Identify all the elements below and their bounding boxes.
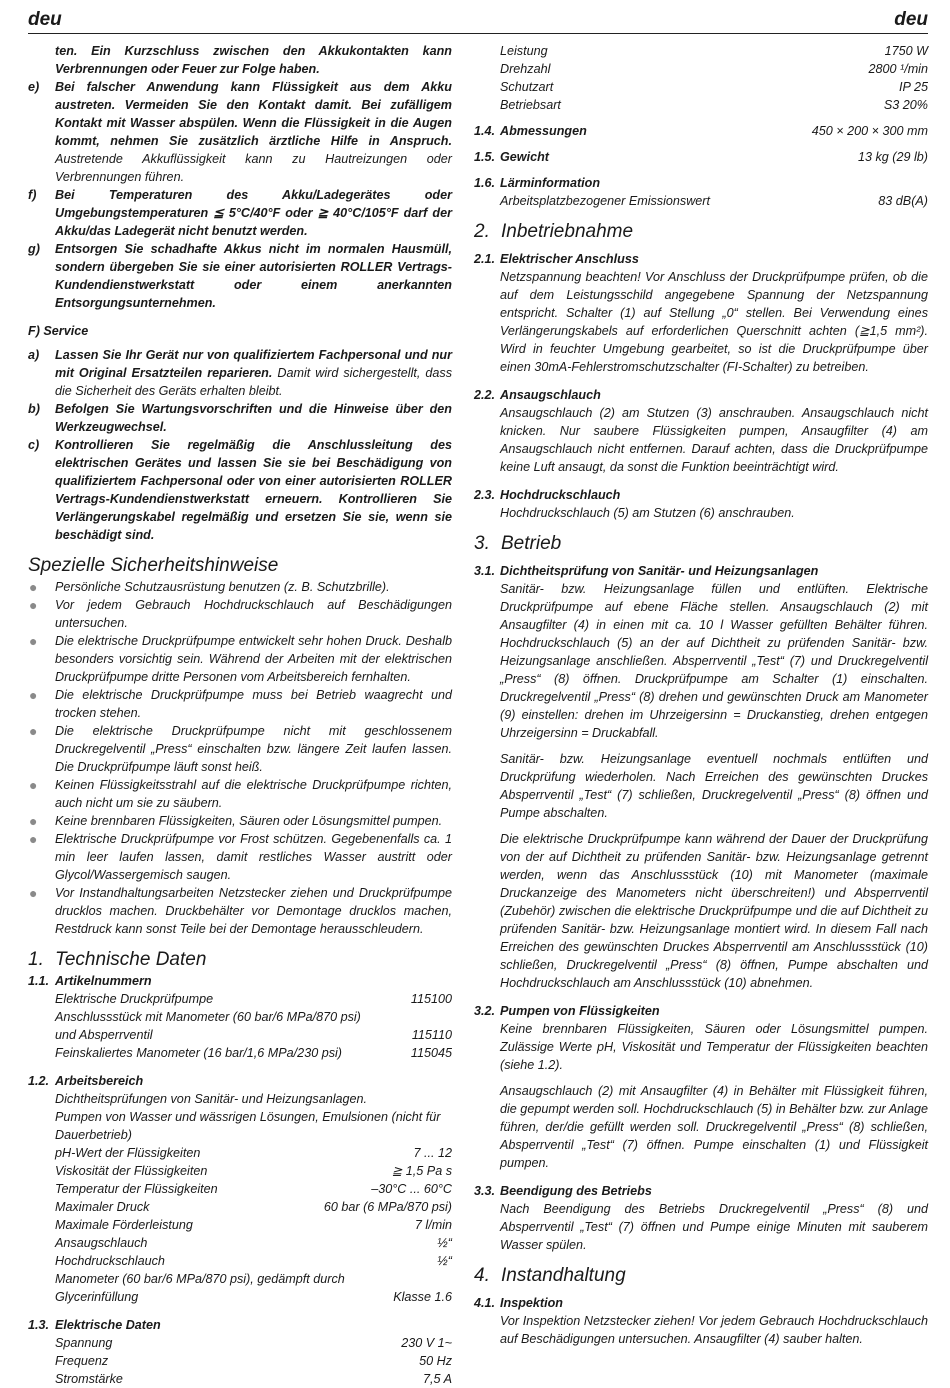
- item-bold-text: Bei Temperaturen des Akku/Ladegerätes oder Umgebungstemperaturen ≦ 5°C/40°F oder ≧ 40°C/105°F darf der Akku/das Ladegerät nicht benutzt werden.: [55, 188, 452, 238]
- item-text: [55, 186, 452, 240]
- spec-value: 115110: [411, 1028, 452, 1042]
- subsection-text: Die elektrische Druckprüfpumpe kann während der Dauer der Druckprüfung von der auf Dichtheit zu prüfenden Sanitär- bzw. Heizungsanlage getrennt werden, wenn das Anschlussstück (10) mit Manometer (maximale Druckanzeige des Manometers nicht überschreiten!) und Absperrventil (Zubehör) zwischen die elektrische Druckprüfpumpe und die auf Dichtheit zu prüfenden Sanitär- bzw. Heizungsanlage montiert wird. In diesem Fall nach Erreichen des gewünschten Druckes Absperrventil am Anschlussstück (10) schließen, Druckregelventil „Press“ (8) öffnen, Pumpe abschalten und Hochdruckschlauch am Anschlussstück (10) abnehmen.: [500, 832, 928, 990]
- spec-label: Viskosität der Flüssigkeiten: [55, 1164, 208, 1178]
- subsection-number: 3.3.: [474, 1184, 496, 1198]
- subsection-heading: [474, 562, 928, 580]
- spec-row: [28, 1026, 452, 1044]
- spec-row: [28, 1162, 452, 1180]
- bullet-text: Vor jedem Gebrauch Hochdruckschlauch auf Beschädigungen untersuchen.: [55, 598, 452, 630]
- spec-label: Temperatur der Flüssigkeiten: [55, 1182, 218, 1196]
- subsection-heading: [28, 972, 452, 990]
- spec-row: [474, 42, 928, 60]
- bullet-item: [28, 686, 452, 722]
- subsection-title: Elektrische Daten: [55, 1318, 161, 1332]
- spec-value: Klasse 1.6: [393, 1290, 452, 1304]
- item-bold-text: Befolgen Sie Wartungsvorschriften und die Hinweise über den Werkzeugwechsel.: [55, 402, 452, 434]
- spec-value: 230 V 1~: [401, 1336, 452, 1350]
- subsection-title: Pumpen von Flüssigkeiten: [500, 1004, 660, 1018]
- subsection-number: 4.1.: [474, 1296, 496, 1310]
- safety-item: [28, 78, 452, 186]
- subsection-heading: [474, 1294, 928, 1312]
- spec-row: [28, 1334, 452, 1352]
- spec-value: 60 bar (6 MPa/870 psi): [323, 1200, 452, 1214]
- spec-row: [28, 1352, 452, 1370]
- subsection-heading: [474, 174, 928, 192]
- spec-row: [28, 1270, 452, 1288]
- bullet-item: [28, 776, 452, 812]
- section-title: Betrieb: [501, 533, 562, 554]
- service-item: [28, 346, 452, 400]
- spec-row: [28, 1180, 452, 1198]
- bullet-item: [28, 722, 452, 776]
- spec-label: Drehzahl: [500, 62, 551, 76]
- subsection-title: Gewicht: [500, 150, 549, 164]
- subsection-heading: [474, 1002, 928, 1020]
- spec-value: 50 Hz: [419, 1354, 452, 1368]
- special-safety-list: [28, 578, 452, 938]
- spec-value: –30°C ... 60°C: [371, 1182, 452, 1196]
- bullet-item: [28, 884, 452, 938]
- bullet-item: [28, 578, 452, 596]
- spec-label: Manometer (60 bar/6 MPa/870 psi), gedämpft durch: [55, 1272, 345, 1286]
- bullet-item: [28, 830, 452, 884]
- spec-row: [474, 60, 928, 78]
- section-heading: [474, 220, 928, 244]
- bullet-text: Keinen Flüssigkeitsstrahl auf die elektrische Druckprüfpumpe richten, auch nicht um sie zu säubern.: [55, 778, 452, 810]
- spec-value: S3 20%: [883, 98, 928, 112]
- item-text: [55, 346, 452, 400]
- item-marker: a): [28, 348, 40, 362]
- header-rule: [28, 33, 928, 34]
- language-code-left: deu: [28, 9, 62, 30]
- spec-value: 2800 ¹/min: [868, 62, 928, 76]
- spec-value: 115100: [410, 992, 452, 1006]
- subsection-title: Arbeitsbereich: [55, 1074, 144, 1088]
- item-marker: c): [28, 438, 40, 452]
- subsection-title: Ansaugschlauch: [500, 388, 601, 402]
- item-text: [55, 436, 452, 544]
- spec-row: [28, 1288, 452, 1306]
- item-bold-text: Bei falscher Anwendung kann Flüssigkeit aus dem Akku austreten. Vermeiden Sie den Kontakt damit. Bei zufälligem Kontakt mit Wasser abspülen. Wenn die Flüssigkeit in die Augen kommt, nehmen Sie zusätzlich ärztliche Hilfe in Anspruch.: [55, 80, 452, 148]
- bullet-icon: ●: [29, 723, 38, 739]
- subsection-heading: [28, 1316, 452, 1334]
- special-safety-heading: Spezielle Sicherheitshinweise: [28, 555, 279, 576]
- subsection-number: 3.1.: [474, 564, 496, 578]
- section-number: 3.: [474, 533, 490, 554]
- subsection-number: 1.5.: [474, 150, 496, 164]
- spec-label: Betriebsart: [500, 98, 561, 112]
- subsection-number: 2.3.: [474, 488, 496, 502]
- bullet-icon: ●: [29, 597, 38, 613]
- language-code-right: deu: [894, 9, 928, 30]
- item-text: [55, 400, 452, 436]
- item-text: [55, 78, 452, 186]
- bullet-text: Die elektrische Druckprüfpumpe muss bei Betrieb waagrecht und trocken stehen.: [55, 688, 452, 720]
- service-item: [28, 436, 452, 544]
- subsection-heading: [474, 386, 928, 404]
- section-number: 4.: [474, 1265, 490, 1286]
- spec-label: Maximale Förderleistung: [55, 1218, 193, 1232]
- spec-value: 7 l/min: [414, 1218, 452, 1232]
- left-column: [28, 42, 452, 1388]
- subsection-title: Hochdruckschlauch: [500, 488, 621, 502]
- right-column: [474, 42, 928, 1348]
- subsection-text: Sanitär- bzw. Heizungsanlage füllen und entlüften. Elektrische Druckprüfpumpe auf ebene Fläche stellen. Ansaugschlauch (2) mit Ansaugfilter (4) in einen mit ca. 10 l Wasser gefüllten Behälter führen. Hochdruckschlauch (5) an der auf Dichtheit zu prüfenden Sanitär- bzw. Heizungsanlage anschließen. Absperrventil „Test“ (7) und Druckregelventil „Press“ (8) öffnen. Druckprüfpumpe am Schalter (1) einschalten. Druckregelventil „Press“ (8) drehen und gewünschten Druck am Manometer (9) einstellen: drehen im Uhrzeigersinn = Druckanstieg, drehen entgegen Uhrzeigersinn = Druckabfall.: [500, 582, 928, 740]
- subsection-title: Artikelnummern: [55, 974, 152, 988]
- spec-row: [28, 990, 452, 1008]
- spec-row: [28, 1234, 452, 1252]
- subsection-title: Dichtheitsprüfung von Sanitär- und Heizungsanlagen: [500, 564, 819, 578]
- bullet-item: [28, 632, 452, 686]
- spec-label: und Absperrventil: [55, 1028, 153, 1042]
- subsection-heading: [28, 1072, 452, 1090]
- bullet-item: [28, 812, 452, 830]
- subsection-heading: [474, 250, 928, 268]
- spec-value: ½“: [437, 1236, 452, 1250]
- spec-row: [28, 1008, 452, 1026]
- spec-row: [474, 78, 928, 96]
- bullet-icon: ●: [29, 633, 38, 649]
- subsection-text: Nach Beendigung des Betriebs Druckregelventil „Press“ (8) und Absperrventil „Test“ (7) öffnen und Pumpe einige Minuten mit sauberem Wasser spülen.: [500, 1202, 928, 1252]
- spec-label: Elektrische Druckprüfpumpe: [55, 992, 214, 1006]
- subsection-text: Vor Inspektion Netzstecker ziehen! Vor jedem Gebrauch Hochdruckschlauch auf Beschädigungen untersuchen. Ansaugfilter (4) sauber halten.: [500, 1314, 928, 1346]
- bullet-text: Keine brennbaren Flüssigkeiten, Säuren oder Lösungsmittel pumpen.: [55, 814, 443, 828]
- item-bold-text: Kontrollieren Sie regelmäßig die Anschlussleitung des elektrischen Gerätes und lassen Sie sie bei Beschädigung von qualifiziertem Fachpersonal oder von einer autorisierten ROLLER Vertrags-Kundendienstwerkstatt erneuern. Kontrollieren Sie Verlängerungskabel regelmäßig und ersetzen Sie sie, wenn sie beschädigt sind.: [55, 438, 452, 542]
- spec-value: 115045: [410, 1046, 452, 1060]
- spec-row: [28, 1144, 452, 1162]
- bullet-icon: ●: [29, 831, 38, 847]
- spec-value: 83 dB(A): [878, 194, 928, 208]
- bullet-text: Die elektrische Druckprüfpumpe nicht mit geschlossenem Druckregelventil „Press“ einschalten bzw. längere Zeit laufen lassen. Die Druckprüfpumpe läuft sonst heiß.: [55, 724, 452, 774]
- tech-data-heading: [28, 948, 452, 972]
- subsection-title: Inspektion: [500, 1296, 563, 1310]
- subsection-heading: [474, 1182, 928, 1200]
- subsection-number: 1.4.: [474, 124, 496, 138]
- bullet-icon: ●: [29, 687, 38, 703]
- spec-label: pH-Wert der Flüssigkeiten: [55, 1146, 201, 1160]
- section-title: Technische Daten: [55, 949, 207, 970]
- spec-row: [28, 1198, 452, 1216]
- spec-label: Frequenz: [55, 1354, 109, 1368]
- subsection-heading: [474, 486, 928, 504]
- bullet-text: Persönliche Schutzausrüstung benutzen (z. B. Schutzbrille).: [55, 580, 390, 594]
- section-heading: [474, 1264, 928, 1288]
- item-text: [55, 240, 452, 312]
- spec-label: Spannung: [55, 1336, 113, 1350]
- spec-label: Feinskaliertes Manometer (16 bar/1,6 MPa/230 psi): [55, 1046, 342, 1060]
- spec-label: Stromstärke: [55, 1372, 123, 1386]
- subsection-text: Ansaugschlauch (2) am Stutzen (3) anschrauben. Ansaugschlauch nicht knicken. Nur saubere Flüssigkeiten pumpen, Ansaugfilter (4) am Ansaugschlauch nicht entfernen. Darauf achten, dass die Druckprüfpumpe keine Luft ansaugt, da sonst die Funktion beeinträchtigt wird.: [500, 406, 928, 474]
- service-heading: F) Service: [28, 324, 89, 338]
- section-number: 1.: [28, 949, 44, 970]
- subsection-number: 2.1.: [474, 252, 496, 266]
- subsection-heading: [474, 148, 928, 166]
- subsection-number: 3.2.: [474, 1004, 496, 1018]
- item-marker: g): [28, 242, 40, 256]
- spec-row: [28, 1252, 452, 1270]
- item-bold-text: Lassen Sie Ihr Gerät nur von qualifiziertem Fachpersonal und nur mit Original Ersatzteilen reparieren.: [55, 348, 452, 380]
- item-bold-text: Entsorgen Sie schadhafte Akkus nicht im normalen Hausmüll, sondern übergeben Sie sie einer autorisierten ROLLER Vertrags-Kundendienstwerkstatt oder einem anerkannten Entsorgungsunternehmen.: [55, 242, 452, 310]
- subsection-text: Keine brennbaren Flüssigkeiten, Säuren oder Lösungsmittel pumpen. Zulässige Werte pH, Viskosität und Temperatur der Flüssigkeiten beachten (siehe 1.2).: [500, 1022, 928, 1072]
- bullet-icon: ●: [29, 777, 38, 793]
- subsection-text: Netzspannung beachten! Vor Anschluss der Druckprüfpumpe prüfen, ob die auf dem Leistungsschild angegebene Spannung der Netzspannung entspricht. Schalter (1) auf Stellung „0“ stellen. Bei Verwendung eines Verlängerungskabels auf erforderlichen Querschnitt achten (≧1,5 mm²). Wird in feuchter Umgebung gearbeitet, so ist die Druckprüfpumpe über einen 30mA-Fehlerstromschutzschalter (FI-Schalter) zu betreiben.: [500, 270, 928, 374]
- spec-value: 1750 W: [884, 44, 928, 58]
- bullet-text: Die elektrische Druckprüfpumpe entwickelt sehr hohen Druck. Deshalb besonders vorsichtig sein. Während der Arbeiten mit der elektrischen Druckprüfpumpe dritte Personen vom Arbeitsbereich fernhalten.: [55, 634, 452, 684]
- subsection-heading: [474, 122, 928, 140]
- spec-row: [474, 96, 928, 114]
- safety-item: [28, 186, 452, 240]
- bullet-item: [28, 596, 452, 632]
- spec-label: Hochdruckschlauch: [55, 1254, 165, 1268]
- spec-label: Glycerinfüllung: [55, 1290, 139, 1304]
- item-marker: e): [28, 80, 40, 94]
- item-normal-text: Damit wird sichergestellt, dass die Sicherheit des Geräts erhalten bleibt.: [55, 366, 453, 398]
- bullet-icon: ●: [29, 579, 38, 595]
- item-marker: b): [28, 402, 40, 416]
- spec-row: [28, 1370, 452, 1388]
- service-item: [28, 400, 452, 436]
- section-heading: [474, 532, 928, 556]
- subsection-text: Dichtheitsprüfungen von Sanitär- und Heizungsanlagen.: [55, 1092, 368, 1106]
- bullet-icon: ●: [29, 885, 38, 901]
- subsection-number: 1.3.: [28, 1318, 50, 1332]
- subsection-title: Lärminformation: [500, 176, 601, 190]
- spec-label: Arbeitsplatzbezogener Emissionswert: [500, 194, 710, 208]
- spec-row: [474, 192, 928, 210]
- spec-value: 13 kg (29 lb): [857, 150, 928, 164]
- bullet-text: Elektrische Druckprüfpumpe vor Frost schützen. Gegebenenfalls ca. 1 min leer laufen lassen, damit restliches Wasser austritt oder Glycol/Wassergemisch saugen.: [55, 832, 452, 882]
- subsection-number: 1.6.: [474, 176, 496, 190]
- bullet-icon: ●: [29, 813, 38, 829]
- spec-row: [28, 1044, 452, 1062]
- section-title: Inbetriebnahme: [501, 221, 634, 242]
- safety-items-e-g: [28, 78, 452, 312]
- subsection-text: Pumpen von Wasser und wässrigen Lösungen, Emulsionen (nicht für Dauerbetrieb): [55, 1110, 441, 1142]
- subsection-number: 2.2.: [474, 388, 496, 402]
- subsection-title: Beendigung des Betriebs: [500, 1184, 652, 1198]
- subsection-text: Hochdruckschlauch (5) am Stutzen (6) anschrauben.: [500, 506, 795, 520]
- spec-value: 7 ... 12: [413, 1146, 452, 1160]
- subsection-title: Elektrischer Anschluss: [500, 252, 639, 266]
- item-marker: f): [28, 188, 37, 202]
- spec-value: 450 × 200 × 300 mm: [811, 124, 928, 138]
- subsection-number: 1.2.: [28, 1074, 50, 1088]
- spec-label: Anschlussstück mit Manometer (60 bar/6 MPa/870 psi): [55, 1010, 361, 1024]
- subsection-text: Sanitär- bzw. Heizungsanlage eventuell nochmals entlüften und Druckprüfung wiederholen. Nach Erreichen des gewünschten Druckes Absperrventil „Test“ (7) schließen, Druckregelventil „Press“ (8) öffnen und Pumpe abschalten.: [500, 752, 928, 820]
- safety-item: [28, 240, 452, 312]
- subsection-number: 1.1.: [28, 974, 50, 988]
- subsection-title: Abmessungen: [500, 124, 587, 138]
- spec-label: Leistung: [500, 44, 548, 58]
- subsection-text: Ansaugschlauch (2) mit Ansaugfilter (4) in Behälter mit Flüssigkeit führen, die gepumpt werden soll. Hochdruckschlauch (5) in Behälter bzw. zur Anlage führen, der/die gefüllt werden soll. Druckregelventil „Press“ (8) schließen, Absperrventil „Test“ (7) öffnen. Pumpe einschalten (1) und Flüssigkeit pumpen.: [500, 1084, 928, 1170]
- spec-value: ≧ 1,5 Pa s: [391, 1164, 452, 1178]
- section-title: Instandhaltung: [501, 1265, 626, 1286]
- spec-label: Ansaugschlauch: [55, 1236, 148, 1250]
- spec-label: Schutzart: [500, 80, 554, 94]
- spec-label: Maximaler Druck: [55, 1200, 150, 1214]
- spec-row: [28, 1216, 452, 1234]
- intro-text: ten. Ein Kurzschluss zwischen den Akkukontakten kann Verbrennungen oder Feuer zur Folge haben.: [55, 44, 452, 76]
- section-number: 2.: [474, 221, 490, 242]
- spec-value: ½“: [437, 1254, 452, 1268]
- item-normal-text: Austretende Akkuflüssigkeit kann zu Hautreizungen oder Verbrennungen führen.: [55, 152, 452, 184]
- spec-value: IP 25: [899, 80, 928, 94]
- spec-value: 7,5 A: [423, 1372, 452, 1386]
- service-items: [28, 346, 452, 544]
- bullet-text: Vor Instandhaltungsarbeiten Netzstecker ziehen und Druckprüfpumpe drucklos machen. Druckbehälter vor Demontage drucklos machen, Restdruck kann sonst Teile bei der Demontage herausschleudern.: [55, 886, 452, 936]
